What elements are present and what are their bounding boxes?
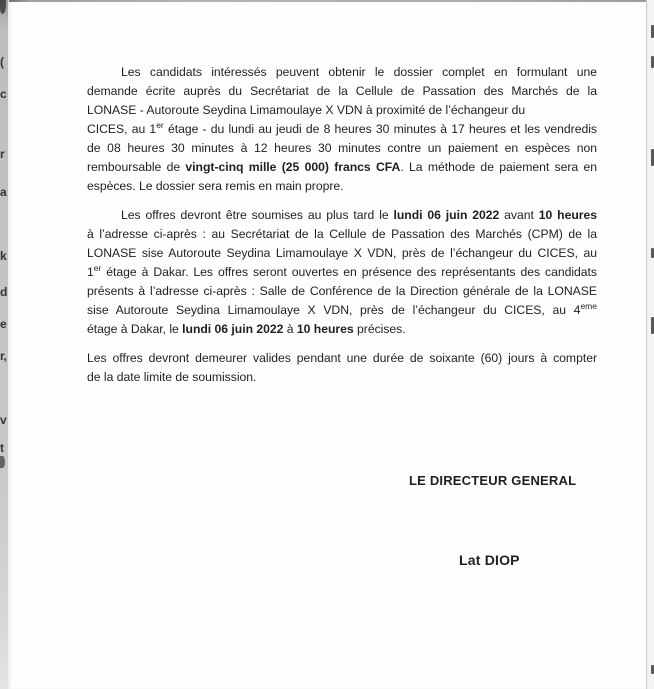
body-text: étage à Dakar, le xyxy=(87,322,183,336)
document-line xyxy=(87,368,597,387)
bold-text: 10 heures xyxy=(296,322,354,336)
bold-text: 10 heures xyxy=(538,208,597,222)
edge-text-fragment xyxy=(651,25,654,38)
edge-text-fragment xyxy=(651,149,654,166)
superscript-text: er xyxy=(156,119,164,130)
body-text: Les offres devront être soumises au plus tard le xyxy=(121,208,394,222)
bold-text: vingt-cinq mille (25 000) francs CFA xyxy=(185,160,401,174)
page-top-edge xyxy=(0,0,654,2)
edge-text-fragment: e xyxy=(0,317,7,331)
body-text: à l’adresse ci-après : au Secrétariat de la Cellule de Passation des Marchés (CPM) de la xyxy=(87,227,597,241)
body-text: Les offres devront demeurer valides pendant une durée de soixante (60) jours à compter xyxy=(87,351,597,365)
document-line xyxy=(87,320,597,339)
body-text: présents à l’adresse ci-après : Salle de Conférence de la Direction générale de la LONASE xyxy=(87,284,597,298)
document-line xyxy=(87,244,597,263)
document-line xyxy=(87,206,597,225)
paragraph-depot-ouverture-offres xyxy=(87,206,597,339)
signature-name: Lat DIOP xyxy=(459,552,520,568)
body-text: étage - du lundi au jeudi de 8 heures 30 minutes à 17 heures et les vendredis xyxy=(163,122,597,136)
body-text: Les candidats intéressés peuvent obtenir le dossier complet en formulant une xyxy=(121,65,597,79)
body-text: étage à Dakar. Les offres seront ouvertes en présence des représentants des candidats xyxy=(101,265,597,279)
bold-text: lundi 06 juin 2022 xyxy=(393,208,500,222)
body-text: précises. xyxy=(353,322,406,336)
superscript-text: eme xyxy=(580,300,597,311)
body-text: espèces. Le dossier sera remis en main propre. xyxy=(87,179,344,193)
document-line xyxy=(87,158,597,177)
bold-text: lundi 06 juin 2022 xyxy=(182,322,284,336)
edge-text-fragment xyxy=(651,56,654,68)
body-text: . La méthode de paiement sera en xyxy=(400,160,598,174)
document-line xyxy=(87,282,597,301)
paragraph-validite-offres xyxy=(87,349,597,387)
body-text: remboursable de xyxy=(87,160,186,174)
superscript-text: er xyxy=(93,262,102,273)
edge-text-fragment xyxy=(651,317,654,334)
body-text: 1 xyxy=(87,265,94,279)
edge-text-fragment xyxy=(651,248,654,258)
edge-text-fragment: ( xyxy=(0,55,4,69)
edge-text-fragment: d xyxy=(0,285,7,299)
document-line xyxy=(87,63,597,82)
left-page-edge xyxy=(0,0,9,689)
edge-text-fragment: a xyxy=(0,185,7,199)
document-body xyxy=(87,63,597,570)
document-line xyxy=(87,101,597,120)
body-text: LONASE sise Autoroute Seydina Limamoulaye X VDN, près de l’échangeur du CICES, au xyxy=(87,246,597,260)
document-line xyxy=(87,139,597,158)
document-line xyxy=(87,82,597,101)
document-line xyxy=(87,301,597,320)
document-line xyxy=(87,177,597,196)
edge-text-fragment: v xyxy=(0,413,7,427)
document-line xyxy=(87,120,597,139)
body-text: à xyxy=(283,322,297,336)
body-text: de la date limite de soumission. xyxy=(87,370,257,384)
body-text: sise Autoroute Seydina Limamoulaye X VDN, près de l’échangeur du CICES, au 4 xyxy=(87,303,581,317)
edge-text-fragment: k xyxy=(0,249,7,263)
body-text: demande écrite auprès du Secrétariat de la Cellule de Passation des Marchés de la xyxy=(87,84,597,98)
document-page xyxy=(9,0,646,689)
edge-text-fragment: t xyxy=(0,441,4,455)
edge-text-fragment: r, xyxy=(0,349,7,363)
body-text: CICES, au 1 xyxy=(87,122,157,136)
body-text: avant xyxy=(499,208,539,222)
edge-mid-mark xyxy=(0,456,5,468)
right-edge-marks xyxy=(647,0,654,689)
edge-text-fragment: c xyxy=(0,87,7,101)
body-text: LONASE - Autoroute Seydina Limamoulaye X VDN à proximité de l’échangeur du xyxy=(87,103,526,117)
edge-text-fragment xyxy=(651,665,654,674)
document-line xyxy=(87,225,597,244)
document-line xyxy=(87,263,597,282)
paragraph-retrait-dossier xyxy=(87,63,597,196)
edge-corner-mark xyxy=(0,0,6,14)
signature-title: LE DIRECTEUR GENERAL xyxy=(409,473,577,488)
document-line xyxy=(87,349,597,368)
edge-text-fragment: r xyxy=(0,147,5,161)
body-text: de 08 heures 30 minutes à 12 heures 30 minutes contre un paiement en espèces non xyxy=(87,141,597,155)
